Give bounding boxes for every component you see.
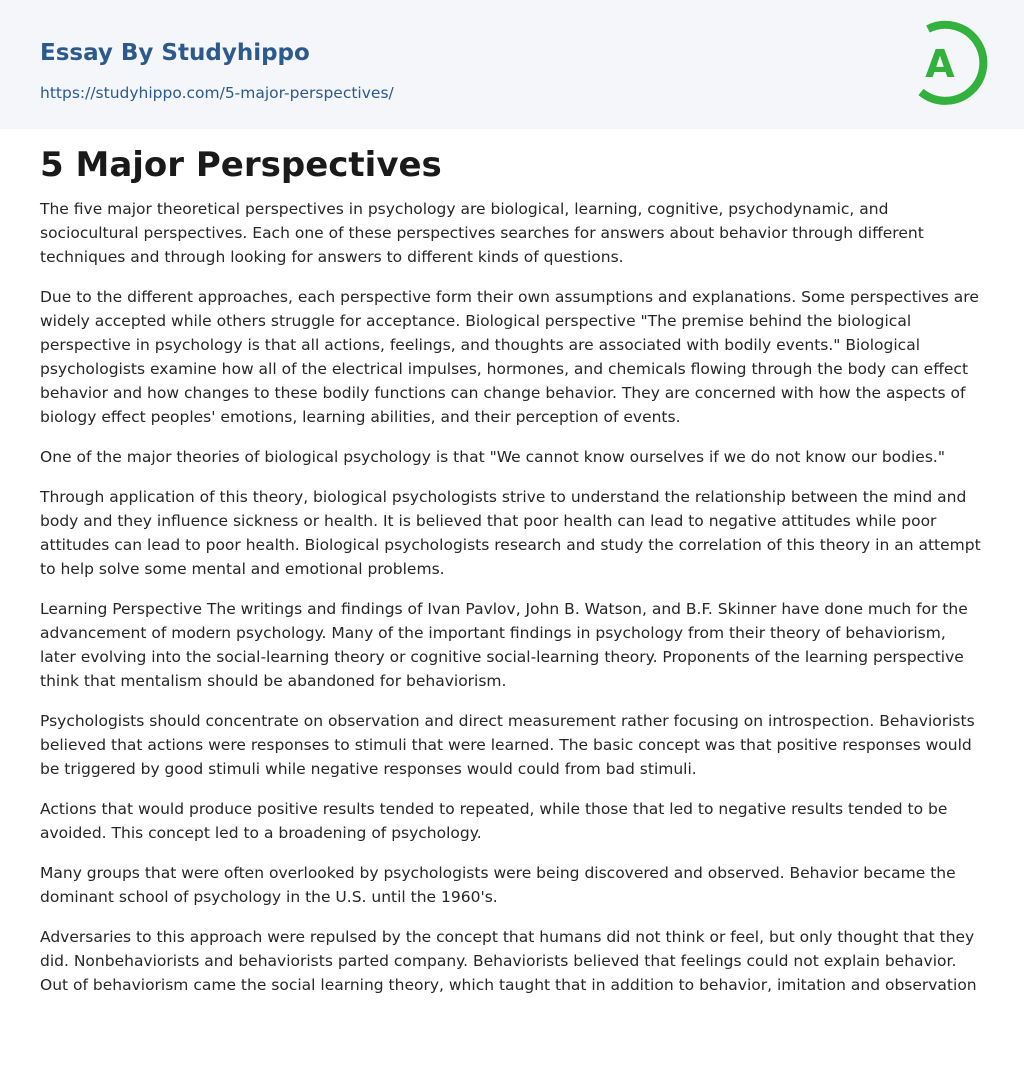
article-body bbox=[0, 145, 1024, 997]
paragraph: Learning Perspective The writings and findings of Ivan Pavlov, John B. Watson, and B.F. Skinner have done much for the advancement of modern psychology. Many of the important findings in psychology from their theory of behaviorism, later evolving into the social-learning theory or cognitive social-learning theory. Proponents of the learning perspective think that mentalism should be abandoned for behaviorism. bbox=[40, 599, 968, 690]
paragraph: The five major theoretical perspectives in psychology are biological, learning, cognitive, psychodynamic, and sociocultural perspectives. Each one of these perspectives searches for answers about behavior through different techniques and through looking for answers to different kinds of questions. bbox=[40, 199, 924, 266]
paragraph: Through application of this theory, biological psychologists strive to understand the relationship between the mind and body and they influence sickness or health. It is believed that poor health can lead to negative attitudes while poor attitudes can lead to poor health. Biological psychologists research and study the correlation of this theory in an attempt to help solve some mental and emotional problems. bbox=[40, 487, 981, 578]
paragraph: Psychologists should concentrate on observation and direct measurement rather focusing on introspection. Behaviorists believed that actions were responses to stimuli that were learned. The basic concept was that positive responses would be triggered by good stimuli while negative responses would could from bad stimuli. bbox=[40, 711, 975, 778]
page-header bbox=[0, 0, 1024, 129]
paragraph: Due to the different approaches, each perspective form their own assumptions and explanations. Some perspectives are widely accepted while others struggle for acceptance. Biological perspective "The premise behind the biological perspective in psychology is that all actions, feelings, and thoughts are associated with bodily events." Biological psychologists examine how all of the electrical impulses, hormones, and chemicals flowing through the body can effect behavior and how changes to these bodily functions can change behavior. They are concerned with how the aspects of biology effect peoples' emotions, learning abilities, and their perception of events. bbox=[40, 287, 979, 426]
paragraph: Adversaries to this approach were repulsed by the concept that humans did not think or feel, but only thought that they did. Nonbehaviorists and behaviorists parted company. Behaviorists believed that feelings could not explain behavior. Out of behaviorism came the social learning theory, which taught that in addition to behavior, imitation and observation bbox=[40, 927, 977, 994]
page-title: 5 Major Perspectives bbox=[40, 145, 442, 185]
paragraph: One of the major theories of biological psychology is that "We cannot know ourselves if we do not know our bodies." bbox=[40, 447, 945, 466]
studyhippo-logo-icon[interactable] bbox=[906, 18, 988, 106]
logo-letter: A bbox=[925, 42, 955, 86]
paragraph: Many groups that were often overlooked by psychologists were being discovered and observed. Behavior became the dominant school of psychology in the U.S. until the 1960's. bbox=[40, 863, 956, 906]
essay-url-link[interactable]: https://studyhippo.com/5-major-perspectives/ bbox=[40, 84, 394, 102]
paragraph: Actions that would produce positive results tended to repeated, while those that led to negative results tended to be avoided. This concept led to a broadening of psychology. bbox=[40, 799, 948, 842]
brand-title[interactable]: Essay By Studyhippo bbox=[40, 40, 310, 66]
